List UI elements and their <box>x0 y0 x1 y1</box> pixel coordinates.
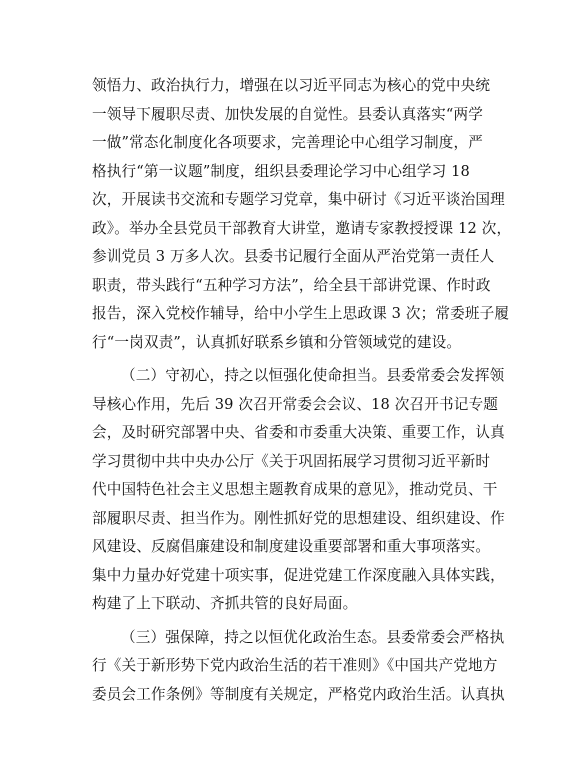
text-line: 参训党员 3 万多人次。县委书记履行全面从严治党第一责任人 <box>92 248 495 265</box>
document-body <box>92 72 512 709</box>
text-line: 委员会工作条例》等制度有关规定，严格党内政治生活。认真执 <box>92 685 505 703</box>
text-line: 会，及时研究部署中央、省委和市委重大决策、重要工作，认真 <box>92 424 505 441</box>
paragraph-3 <box>92 624 505 710</box>
text-line: 一做”常态化制度化各项要求，完善理论中心组学习制度，严 <box>92 134 483 151</box>
text-line: 格执行“第一议题”制度，组织县委理论学习中心组学习 18 <box>92 162 470 180</box>
text-line: 风建设、反腐倡廉建设和制度建设重要部署和重大事项落实。 <box>92 538 491 555</box>
paragraph-2 <box>92 362 505 619</box>
text-line: 职责，带头践行“五种学习方法”，给全县干部讲党课、作时政 <box>92 276 491 294</box>
text-line: 一领导下履职尽责、加快发展的自觉性。县委认真落实“两学 <box>92 105 483 123</box>
text-line: 行《关于新形势下党内政治生活的若干准则》《中国共产党地方 <box>92 657 498 674</box>
text-line: （三）强保障，持之以恒优化政治生态。县委常委会严格执 <box>121 628 505 646</box>
text-line: 部履职尽责、担当作为。刚性抓好党的思想建设、组织建设、作 <box>92 509 505 527</box>
text-line: 导核心作用，先后 39 次召开常委会会议、18 次召开书记专题 <box>92 395 498 413</box>
text-line: 次，开展读书交流和专题学习党章，集中研讨《习近平谈治国理 <box>92 191 505 208</box>
text-line: 学习贯彻中共中央办公厅《关于巩固拓展学习贯彻习近平新时 <box>92 452 491 470</box>
text-line: （二）守初心，持之以恒强化使命担当。县委常委会发挥领 <box>121 367 505 384</box>
text-line: 领悟力、政治执行力，增强在以习近平同志为核心的党中央统 <box>92 77 491 94</box>
paragraph-1 <box>92 72 512 357</box>
text-line: 代中国特色社会主义思想主题教育成果的意见》，推动党员、干 <box>92 481 498 498</box>
text-line: 构建了上下联动、齐抓共管的良好局面。 <box>92 595 358 612</box>
text-line: 行“一岗双责”，认真抓好联系乡镇和分管领域党的建设。 <box>92 333 462 351</box>
text-line: 政》。举办全县党员干部教育大讲堂，邀请专家教授授课 12 次， <box>92 219 512 237</box>
text-line: 报告，深入党校作辅导，给中小学生上思政课 3 次；常委班子履 <box>92 305 510 322</box>
text-line: 集中力量办好党建十项实事，促进党建工作深度融入具体实践， <box>92 566 505 584</box>
